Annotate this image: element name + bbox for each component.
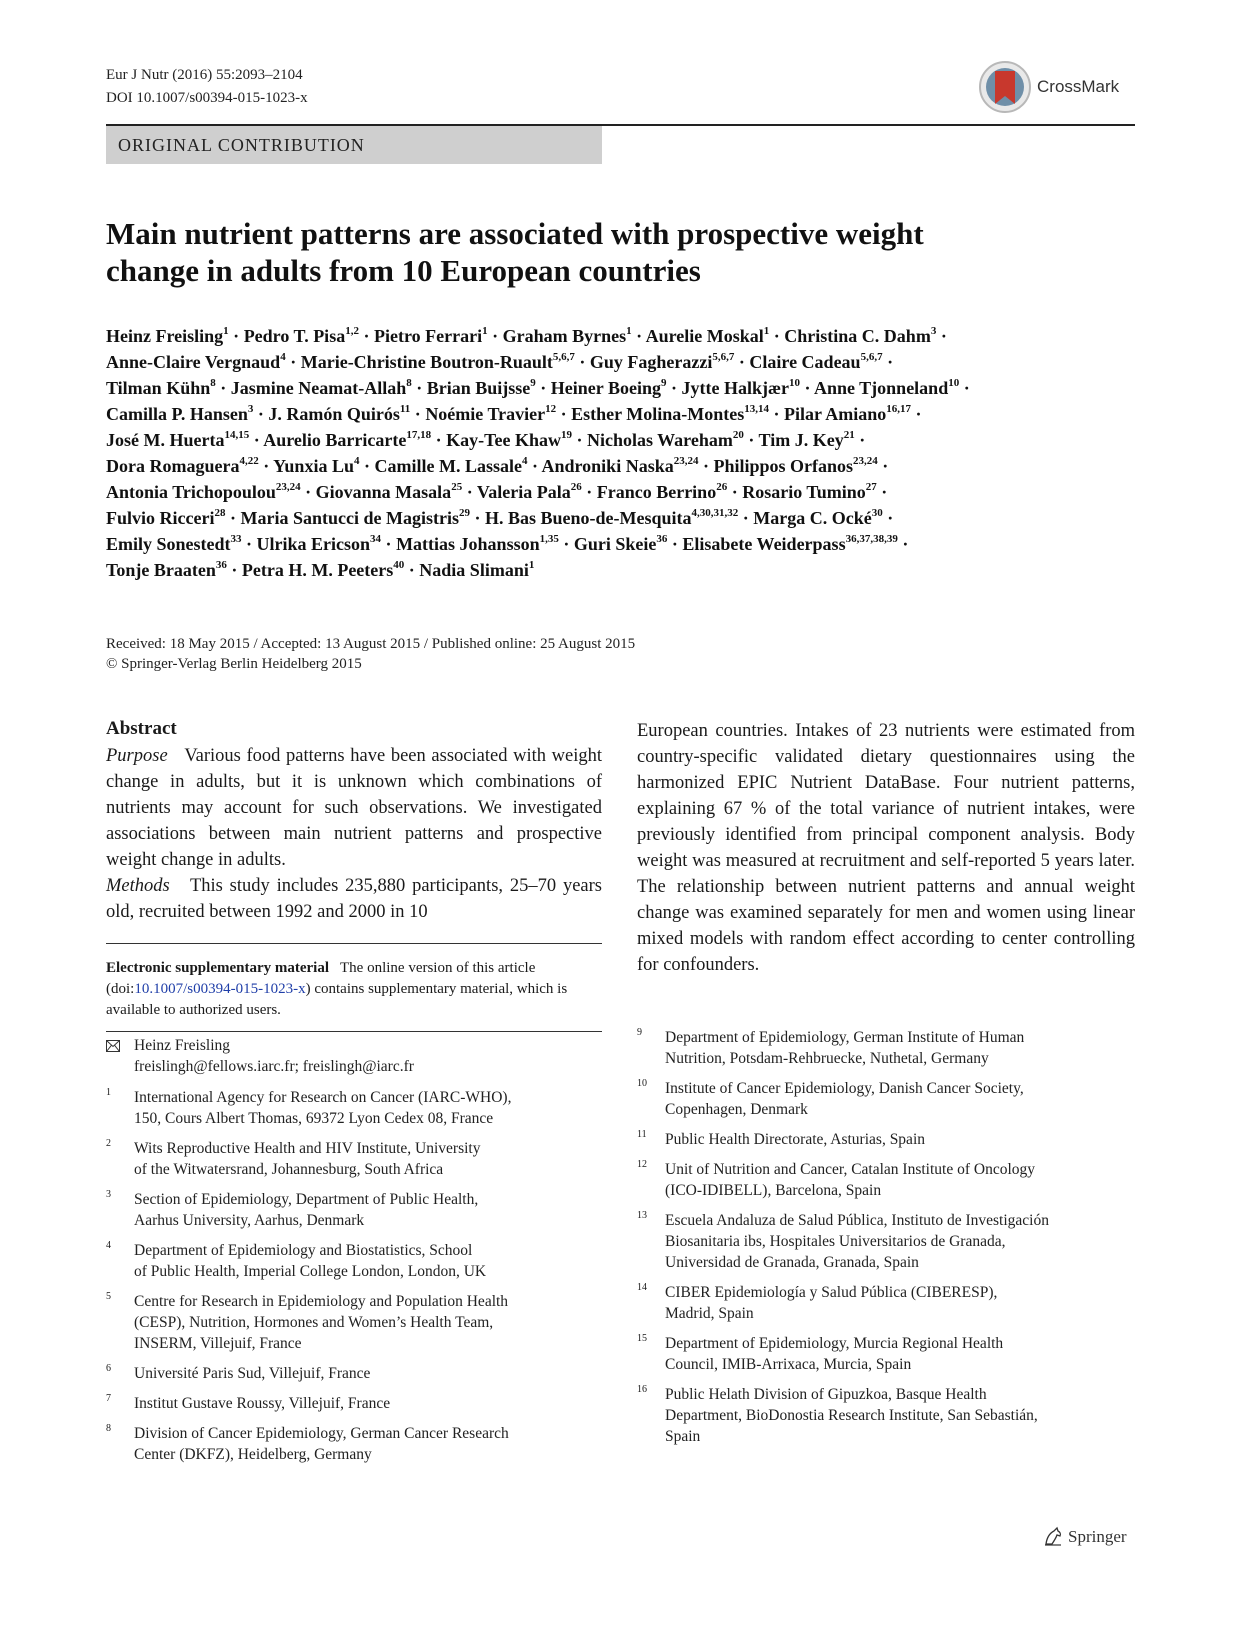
journal-reference <box>106 64 308 110</box>
affiliation-marker: 36,37,38,39 <box>845 533 898 545</box>
affiliation-marker: 11 <box>399 403 411 415</box>
author-name: Maria Santucci de Magistris <box>240 508 459 528</box>
purpose-label: Purpose <box>106 746 168 766</box>
affiliation-marker: 5,6,7 <box>712 351 735 363</box>
affiliation-marker: 4,22 <box>239 455 259 467</box>
affiliation-item <box>106 1291 602 1354</box>
affiliation-number: 7 <box>106 1393 111 1404</box>
author-name: Jytte Halkjær <box>681 378 789 398</box>
affiliation-marker: 1 <box>626 325 632 337</box>
affiliation-line: Department of Epidemiology, Murcia Regional Health <box>665 1335 1004 1352</box>
author-name: Philippos Orfanos <box>713 456 854 476</box>
affiliation-line: Council, IMIB-Arrixaca, Murcia, Spain <box>665 1356 912 1373</box>
affiliation-marker: 1 <box>763 325 770 337</box>
author-name: Tim J. Key <box>758 430 844 450</box>
affiliation-number: 14 <box>637 1282 647 1293</box>
springer-horse-icon <box>1042 1525 1064 1547</box>
author-name: Franco Berrino <box>596 482 717 502</box>
affiliation-number: 4 <box>106 1240 111 1251</box>
doi[interactable]: DOI 10.1007/s00394-015-1023-x <box>106 90 308 106</box>
affiliation-line: Universidad de Granada, Granada, Spain <box>665 1254 919 1271</box>
envelope-icon <box>106 1040 120 1052</box>
title-line-1: Main nutrient patterns are associated with prospective weight <box>106 216 924 251</box>
affiliation-item <box>106 1423 602 1465</box>
affiliation-marker: 13,14 <box>744 403 770 415</box>
author-line: Tilman Kühn$^8$ · Jasmine Neamat-Allah$^8$ · Brian Buijsse$^9$ · Heiner Boeing$^9$ · Jytte Halkjær$^{10}$ · Anne Tjonneland$^{10}$ · <box>106 377 970 398</box>
affiliation-marker: 1 <box>482 325 488 337</box>
affiliation-number: 16 <box>637 1384 647 1395</box>
contact-emails[interactable]: freislingh@fellows.iarc.fr; freislingh@iarc.fr <box>134 1058 414 1075</box>
contact-name: Heinz Freisling <box>134 1037 230 1054</box>
author-name: Anne Tjonneland <box>813 378 949 398</box>
author-name: Elisabete Weiderpass <box>682 534 846 554</box>
crossmark-icon <box>978 60 1032 114</box>
affiliation-marker: 29 <box>458 507 470 519</box>
author-list <box>106 323 1146 583</box>
author-name: Marga C. Ocké <box>753 508 872 528</box>
affiliation-line: Biosanitaria ibs, Hospitales Universitarios de Granada, <box>665 1233 1006 1250</box>
author-line: José M. Huerta$^{14,15}$ · Aurelio Barricarte$^{17,18}$ · Kay-Tee Khaw$^{19}$ · Nicholas Wareham$^{20}$ · Tim J. Key$^{21}$ · <box>106 429 866 450</box>
affiliation-number: 12 <box>637 1159 647 1170</box>
author-name: Guy Fagherazzi <box>589 352 713 372</box>
supplementary-material-note <box>106 943 602 1021</box>
copyright-notice: © Springer-Verlag Berlin Heidelberg 2015 <box>106 656 362 672</box>
author-line: Tonje Braaten$^{36}$ · Petra H. M. Peeters$^{40}$ · Nadia Slimani$^1$ <box>106 559 535 580</box>
affiliation-marker: 4 <box>353 455 360 467</box>
affiliation-marker: 40 <box>393 559 405 571</box>
affiliation-line: Public Helath Division of Gipuzkoa, Basque Health <box>665 1386 987 1403</box>
author-name: Heinz Freisling <box>106 326 224 346</box>
publisher-name: Springer <box>1068 1527 1127 1546</box>
affiliation-line: Unit of Nutrition and Cancer, Catalan Institute of Oncology <box>665 1161 1036 1178</box>
affiliation-marker: 19 <box>560 429 572 441</box>
author-name: Fulvio Ricceri <box>106 508 215 528</box>
affiliation-line: Public Health Directorate, Asturias, Spain <box>665 1131 925 1148</box>
author-name: Androniki Naska <box>541 456 674 476</box>
affiliation-marker: 21 <box>843 429 855 441</box>
affiliation-number: 6 <box>106 1363 111 1374</box>
affiliation-marker: 1 <box>223 325 229 337</box>
affiliation-line: Center (DKFZ), Heidelberg, Germany <box>134 1446 372 1463</box>
author-name: Nadia Slimani <box>419 560 529 580</box>
author-name: Claire Cadeau <box>749 352 861 372</box>
affiliation-item <box>106 1189 602 1231</box>
article-title <box>106 215 1106 289</box>
affiliation-number: 9 <box>637 1027 642 1038</box>
springer-logo <box>1040 1525 1140 1549</box>
affiliation-item <box>637 1210 1135 1273</box>
title-line-2: change in adults from 10 European countries <box>106 253 701 288</box>
author-name: Marie-Christine Boutron-Ruault <box>300 352 553 372</box>
esm-heading: Electronic supplementary material <box>106 960 330 976</box>
abstract-left-column <box>106 718 602 925</box>
author-name: Camilla P. Hansen <box>106 404 248 424</box>
author-name: Ulrika Ericson <box>256 534 371 554</box>
affiliation-line: Wits Reproductive Health and HIV Institute, University <box>134 1140 481 1157</box>
author-name: Brian Buijsse <box>426 378 531 398</box>
author-name: Petra H. M. Peeters <box>241 560 394 580</box>
methods-text: This study includes 235,880 participants, 25–70 years old, recruited between 1992 and 2000 in 10 <box>106 876 602 922</box>
received-accepted-published: Received: 18 May 2015 / Accepted: 13 August 2015 / Published online: 25 August 2015 <box>106 636 636 652</box>
author-name: Christina C. Dahm <box>784 326 931 346</box>
author-name: Anne-Claire Vergnaud <box>106 352 281 372</box>
affiliation-line: (CESP), Nutrition, Hormones and Women’s Health Team, <box>134 1314 494 1331</box>
affiliation-line: (ICO-IDIBELL), Barcelona, Spain <box>665 1182 882 1199</box>
affiliation-line: of Public Health, Imperial College London, London, UK <box>134 1263 487 1280</box>
author-line: Camilla P. Hansen$^3$ · J. Ramón Quirós$^{11}$ · Noémie Travier$^{12}$ · Esther Molina-Montes$^{13,14}$ · Pilar Amiano$^{16,17}$ · <box>106 403 922 424</box>
affiliation-marker: 10 <box>788 377 800 389</box>
affiliation-marker: 4,30,31,32 <box>691 507 739 519</box>
affiliation-line: Centre for Research in Epidemiology and Population Health <box>134 1293 509 1310</box>
affiliation-line: Madrid, Spain <box>665 1305 754 1322</box>
affiliation-marker: 5,6,7 <box>860 351 883 363</box>
author-name: Rosario Tumino <box>742 482 866 502</box>
affiliation-marker: 23,24 <box>673 455 699 467</box>
crossmark-label: CrossMark <box>1037 77 1120 96</box>
affiliation-marker: 4 <box>521 455 528 467</box>
affiliation-marker: 1,35 <box>539 533 559 545</box>
author-name: Yunxia Lu <box>273 456 354 476</box>
affiliation-marker: 10 <box>948 377 960 389</box>
affiliation-item <box>106 1087 602 1129</box>
author-name: Esther Molina-Montes <box>571 404 745 424</box>
author-name: Dora Romaguera <box>106 456 240 476</box>
affiliation-marker: 25 <box>451 481 463 493</box>
esm-text-a: The online version of this article (doi: <box>106 960 536 997</box>
corresponding-author <box>134 1035 414 1077</box>
methods-continued: European countries. Intakes of 23 nutrients were estimated from country-specific validated dietary questionnaires using the harmonized EPIC Nutrient DataBase. Four nutrient patterns, explaining 67 % of the total variance of nutrient intakes, were previously identified from principal component analysis. Body weight was measured at recruitment and self-reported 5 years later. The relationship between nutrient patterns and annual weight change was examined separately for men and women using linear mixed models with random effect according to center controlling for confounders. <box>637 721 1135 975</box>
affiliations-rule <box>106 1031 602 1032</box>
affiliation-marker: 34 <box>370 533 382 545</box>
affiliation-marker: 27 <box>865 481 877 493</box>
affiliation-number: 13 <box>637 1210 647 1221</box>
affiliation-marker: 30 <box>871 507 883 519</box>
journal-citation: Eur J Nutr (2016) 55:2093–2104 <box>106 67 303 83</box>
affiliation-item <box>637 1282 1135 1324</box>
author-name: Emily Sonestedt <box>106 534 231 554</box>
author-name: Mattias Johansson <box>396 534 540 554</box>
affiliation-number: 1 <box>106 1087 111 1098</box>
affiliation-marker: 8 <box>406 377 412 389</box>
author-name: Pietro Ferrari <box>373 326 483 346</box>
author-name: Noémie Travier <box>425 404 546 424</box>
affiliation-number: 8 <box>106 1423 111 1434</box>
affiliation-marker: 23,24 <box>853 455 878 467</box>
affiliation-marker: 14,15 <box>224 429 250 441</box>
author-name: Pilar Amiano <box>784 404 887 424</box>
affiliation-item <box>106 1138 602 1180</box>
abstract-heading: Abstract <box>106 718 177 739</box>
purpose-text: Various food patterns have been associated with weight change in adults, but it is unknown which combinations of nutrients may account for such observations. We investigated associations between main nutrient patterns and prospective weight change in adults. <box>106 746 602 870</box>
abstract-right-column <box>637 718 1135 978</box>
author-line: Anne-Claire Vergnaud$^4$ · Marie-Christine Boutron-Ruault$^{5,6,7}$ · Guy Fagherazzi$^{5,6,7}$ · Claire Cadeau$^{5,6,7}$ · <box>106 351 894 372</box>
affiliation-marker: 12 <box>545 403 557 415</box>
affiliation-marker: 3 <box>247 403 254 415</box>
author-name: Guri Skeie <box>573 534 657 554</box>
author-name: Heiner Boeing <box>550 378 661 398</box>
affiliation-line: Aarhus University, Aarhus, Denmark <box>134 1212 365 1229</box>
affiliation-marker: 36 <box>215 559 227 571</box>
affiliation-line: Section of Epidemiology, Department of Public Health, <box>134 1191 479 1208</box>
affiliation-line: Copenhagen, Denmark <box>665 1101 808 1118</box>
affiliation-line: Institute of Cancer Epidemiology, Danish Cancer Society, <box>665 1080 1024 1097</box>
affiliation-marker: 17,18 <box>406 429 432 441</box>
affiliation-line: Department of Epidemiology, German Institute of Human <box>665 1029 1025 1046</box>
affiliation-marker: 16,17 <box>886 403 911 415</box>
author-name: Aurelio Barricarte <box>263 430 407 450</box>
author-name: Aurelie Moskal <box>645 326 764 346</box>
affiliation-marker: 36 <box>656 533 668 545</box>
affiliation-marker: 5,6,7 <box>552 351 575 363</box>
affiliation-item <box>106 1363 602 1384</box>
author-line: Fulvio Ricceri$^{28}$ · Maria Santucci de Magistris$^{29}$ · H. Bas Bueno-de-Mesquita$^{4,30,31,32}$ · Marga C. Ocké$^{30}$ · <box>106 507 894 528</box>
author-name: Graham Byrnes <box>502 326 627 346</box>
author-line: Heinz Freisling$^1$ · Pedro T. Pisa$^{1,2}$ · Pietro Ferrari$^1$ · Graham Byrnes$^1$ · Aurelie Moskal$^1$ · Christina C. Dahm$^3$ · <box>106 325 947 346</box>
affiliation-line: of the Witwatersrand, Johannesburg, South Africa <box>134 1161 444 1178</box>
author-line: Emily Sonestedt$^{33}$ · Ulrika Ericson$^{34}$ · Mattias Johansson$^{1,35}$ · Guri Skeie$^{36}$ · Elisabete Weiderpass$^{36,37,38,39}$ · <box>106 533 909 554</box>
affiliation-number: 2 <box>106 1138 111 1149</box>
affiliation-marker: 9 <box>660 377 667 389</box>
affiliation-number: 5 <box>106 1291 111 1302</box>
esm-doi-link[interactable]: 10.1007/s00394-015-1023-x <box>134 981 306 997</box>
affiliation-marker: 26 <box>570 481 582 493</box>
affiliation-number: 10 <box>637 1078 647 1089</box>
author-name: J. Ramón Quirós <box>268 404 400 424</box>
author-line: Dora Romaguera$^{4,22}$ · Yunxia $Lu^4$ · Camille M. Lassale$^4$ · Androniki Naska$^{23,24}$ · Philippos Orfanos$^{23,24}$ · <box>106 455 889 476</box>
affiliation-line: Department of Epidemiology and Biostatistics, School <box>134 1242 473 1259</box>
affiliation-number: 3 <box>106 1189 111 1200</box>
affiliation-item <box>637 1129 1135 1150</box>
affiliation-line: International Agency for Research on Cancer (IARC-WHO), <box>134 1089 512 1106</box>
affiliation-item <box>637 1027 1135 1069</box>
author-name: Kay-Tee Khaw <box>446 430 561 450</box>
affiliation-marker: 4 <box>280 351 286 363</box>
crossmark-badge[interactable] <box>978 60 1138 116</box>
author-name: Pedro T. Pisa <box>243 326 346 346</box>
author-name: Camille M. Lassale <box>374 456 522 476</box>
author-name: Tilman Kühn <box>106 378 211 398</box>
author-name: Jasmine Neamat-Allah <box>230 378 407 398</box>
affiliation-line: Escuela Andaluza de Salud Pública, Instituto de Investigación <box>665 1212 1049 1229</box>
affiliation-marker: 33 <box>230 533 242 545</box>
affiliation-marker: 9 <box>530 377 536 389</box>
affiliation-line: Spain <box>665 1428 701 1445</box>
affiliation-line: Division of Cancer Epidemiology, German Cancer Research <box>134 1425 509 1442</box>
affiliation-marker: 23,24 <box>275 481 301 493</box>
affiliation-marker: 8 <box>210 377 216 389</box>
section-label: ORIGINAL CONTRIBUTION <box>118 135 365 155</box>
publication-dates <box>106 634 635 674</box>
esm-text-b: ) contains supplementary material, which is available to authorized users. <box>106 981 568 1018</box>
affiliation-marker: 1 <box>528 559 535 571</box>
affiliation-line: Nutrition, Potsdam-Rehbruecke, Nuthetal, Germany <box>665 1050 989 1067</box>
affiliation-item <box>637 1384 1135 1447</box>
author-name: Antonia Trichopoulou <box>106 482 276 502</box>
affiliation-marker: 28 <box>214 507 226 519</box>
author-name: José M. Huerta <box>106 430 225 450</box>
affiliation-line: CIBER Epidemiología y Salud Pública (CIBERESP), <box>665 1284 998 1301</box>
affiliation-item <box>106 1240 602 1282</box>
affiliation-item <box>106 1393 602 1414</box>
affiliation-line: 150, Cours Albert Thomas, 69372 Lyon Cedex 08, France <box>134 1110 494 1127</box>
affiliation-line: Institut Gustave Roussy, Villejuif, France <box>134 1395 391 1412</box>
section-label-band <box>106 126 602 164</box>
author-name: Valeria Pala <box>476 482 571 502</box>
author-name: H. Bas Bueno-de-Mesquita <box>484 508 692 528</box>
affiliation-number: 15 <box>637 1333 647 1344</box>
affiliation-marker: 20 <box>732 429 744 441</box>
author-line: Antonia Trichopoulou$^{23,24}$ · Giovanna Masala$^{25}$ · Valeria Pala$^{26}$ · Franco Berrino$^{26}$ · Rosario Tumino$^{27}$ · <box>106 481 888 502</box>
abstract-purpose <box>106 743 602 873</box>
affiliation-line: Université Paris Sud, Villejuif, France <box>134 1365 371 1382</box>
affiliation-item <box>637 1078 1135 1120</box>
author-name: Nicholas Wareham <box>586 430 733 450</box>
affiliation-line: INSERM, Villejuif, France <box>134 1335 302 1352</box>
abstract-methods <box>106 873 602 925</box>
affiliation-line: Department, BioDonostia Research Institute, San Sebastián, <box>665 1407 1038 1424</box>
affiliation-item <box>637 1333 1135 1375</box>
affiliation-marker: 3 <box>930 325 937 337</box>
affiliation-marker: 1,2 <box>345 325 359 337</box>
affiliation-marker: 26 <box>716 481 728 493</box>
affiliation-item <box>637 1159 1135 1201</box>
author-name: Giovanna Masala <box>315 482 452 502</box>
methods-label: Methods <box>106 876 170 896</box>
affiliation-number: 11 <box>637 1129 647 1140</box>
author-name: Tonje Braaten <box>106 560 216 580</box>
